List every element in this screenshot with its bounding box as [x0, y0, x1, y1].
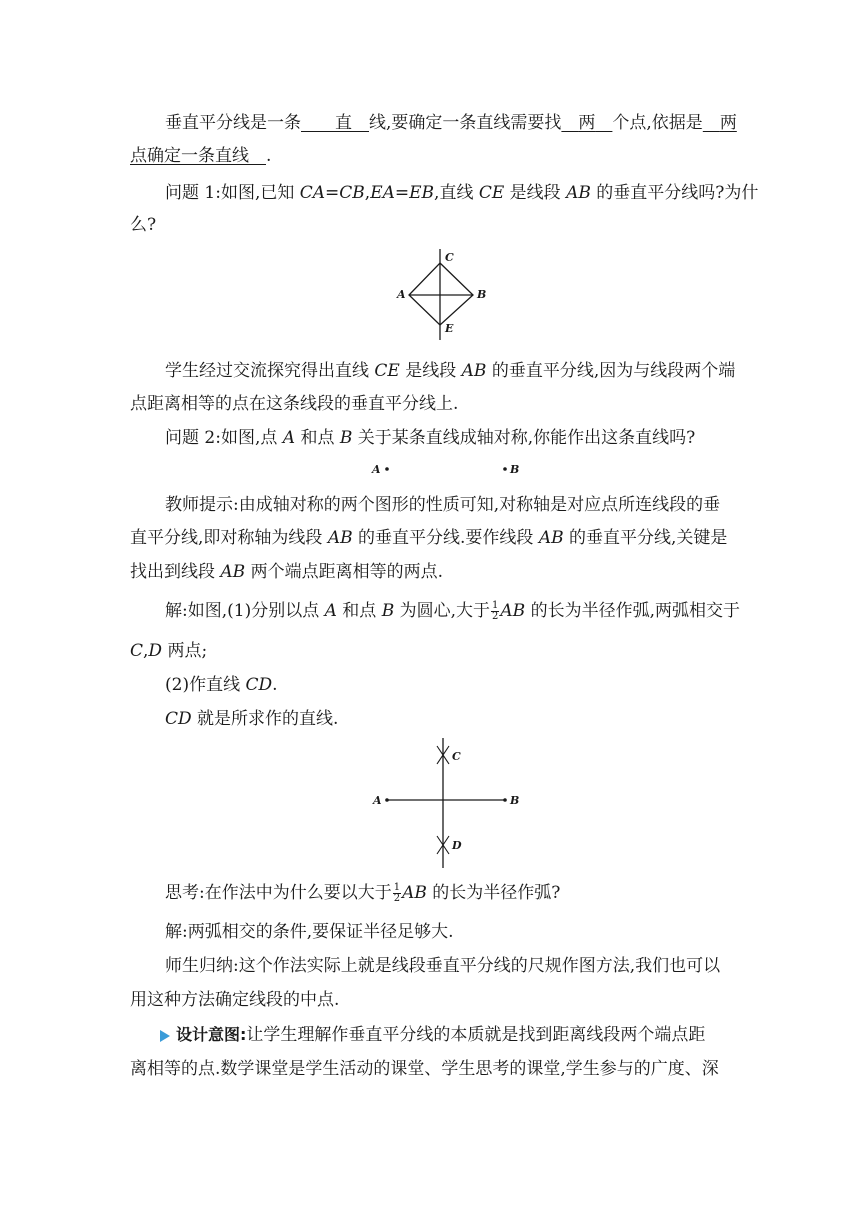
fraction-half: $\frac{1}{2}$	[492, 600, 499, 622]
label-b: B	[510, 794, 520, 807]
answer-1-line-1: 学生经过交流探究得出直线 CE 是线段 AB 的垂直平分线,因为与线段两个端	[165, 361, 736, 381]
design-intent-label: 设计意图:	[176, 1025, 247, 1044]
blank-answer: 两	[578, 113, 596, 133]
point-b	[503, 798, 507, 802]
hint-line-3: 找出到线段 AB 两个端点距离相等的两点.	[130, 562, 443, 582]
design-intent-line-1: 设计意图:让学生理解作垂直平分线的本质就是找到距离线段两个端点距	[160, 1024, 760, 1046]
intro-text: 垂直平分线是一条	[165, 113, 301, 133]
think-answer: 解:两弧相交的条件,要保证半径足够大.	[165, 922, 454, 942]
label-e: E	[445, 322, 454, 335]
summary-line-2: 用这种方法确定线段的中点.	[130, 990, 340, 1010]
label-a: A	[373, 794, 382, 807]
question-1: 问题 1:如图,已知 CA=CB,EA=EB,直线 CE 是线段 AB 的垂直平分线吗?为什	[165, 183, 759, 203]
point-a	[385, 798, 389, 802]
think-question: 思考:在作法中为什么要以大于 $\frac{1}{2}$ AB 的长为半径作弧?	[165, 882, 561, 904]
solution-line-1: 解:如图,(1)分别以点 A 和点 B 为圆心,大于 $\frac{1}{2}$ AB 的长为半径作弧,两弧相交于	[165, 600, 740, 622]
label-c: C	[445, 251, 454, 264]
label-d: D	[452, 839, 462, 852]
blank-answer: 两	[719, 113, 737, 133]
triangle-bullet-icon	[160, 1030, 170, 1042]
question-2: 问题 2:如图,点 A 和点 B 关于某条直线成轴对称,你能作出这条直线吗?	[165, 428, 696, 448]
design-intent-line-2: 离相等的点.数学课堂是学生活动的课堂、学生思考的课堂,学生参与的广度、深	[130, 1059, 719, 1079]
intro-line-1	[165, 112, 765, 134]
intro-text: 线,要确定一条直线需要找	[369, 113, 562, 133]
label-a: A	[372, 463, 381, 476]
blank-answer: 点确定一条直线	[130, 146, 249, 166]
question-1-cont: 么?	[130, 215, 157, 235]
answer-1-line-2: 点距离相等的点在这条线段的垂直平分线上.	[130, 394, 459, 414]
figure-rhombus	[395, 247, 495, 343]
label-c: C	[452, 750, 461, 763]
rhombus-shape	[409, 263, 473, 325]
solution-conclusion: CD 就是所求作的直线.	[165, 709, 339, 729]
figure-construction	[370, 735, 530, 871]
intro-text: 个点,依据是	[612, 113, 703, 133]
label-b: B	[477, 288, 487, 301]
fraction-half: $\frac{1}{2}$	[393, 882, 401, 904]
label-a: A	[397, 288, 406, 301]
point-a	[385, 467, 389, 471]
summary-line-1: 师生归纳:这个作法实际上就是线段垂直平分线的尺规作图方法,我们也可以	[165, 956, 721, 976]
figure-two-points	[370, 458, 530, 480]
point-b	[503, 467, 507, 471]
solution-line-2: C,D 两点;	[130, 641, 208, 661]
hint-line-2: 直平分线,即对称轴为线段 AB 的垂直平分线.要作线段 AB 的垂直平分线,关键是	[130, 528, 728, 548]
intro-line-2: 点确定一条直线 .	[130, 146, 272, 166]
blank-answer: 直	[335, 113, 352, 133]
solution-step-2: (2)作直线 CD.	[165, 675, 278, 695]
hint-line-1: 教师提示:由成轴对称的两个图形的性质可知,对称轴是对应点所连线段的垂	[165, 495, 721, 515]
label-b: B	[510, 463, 520, 476]
